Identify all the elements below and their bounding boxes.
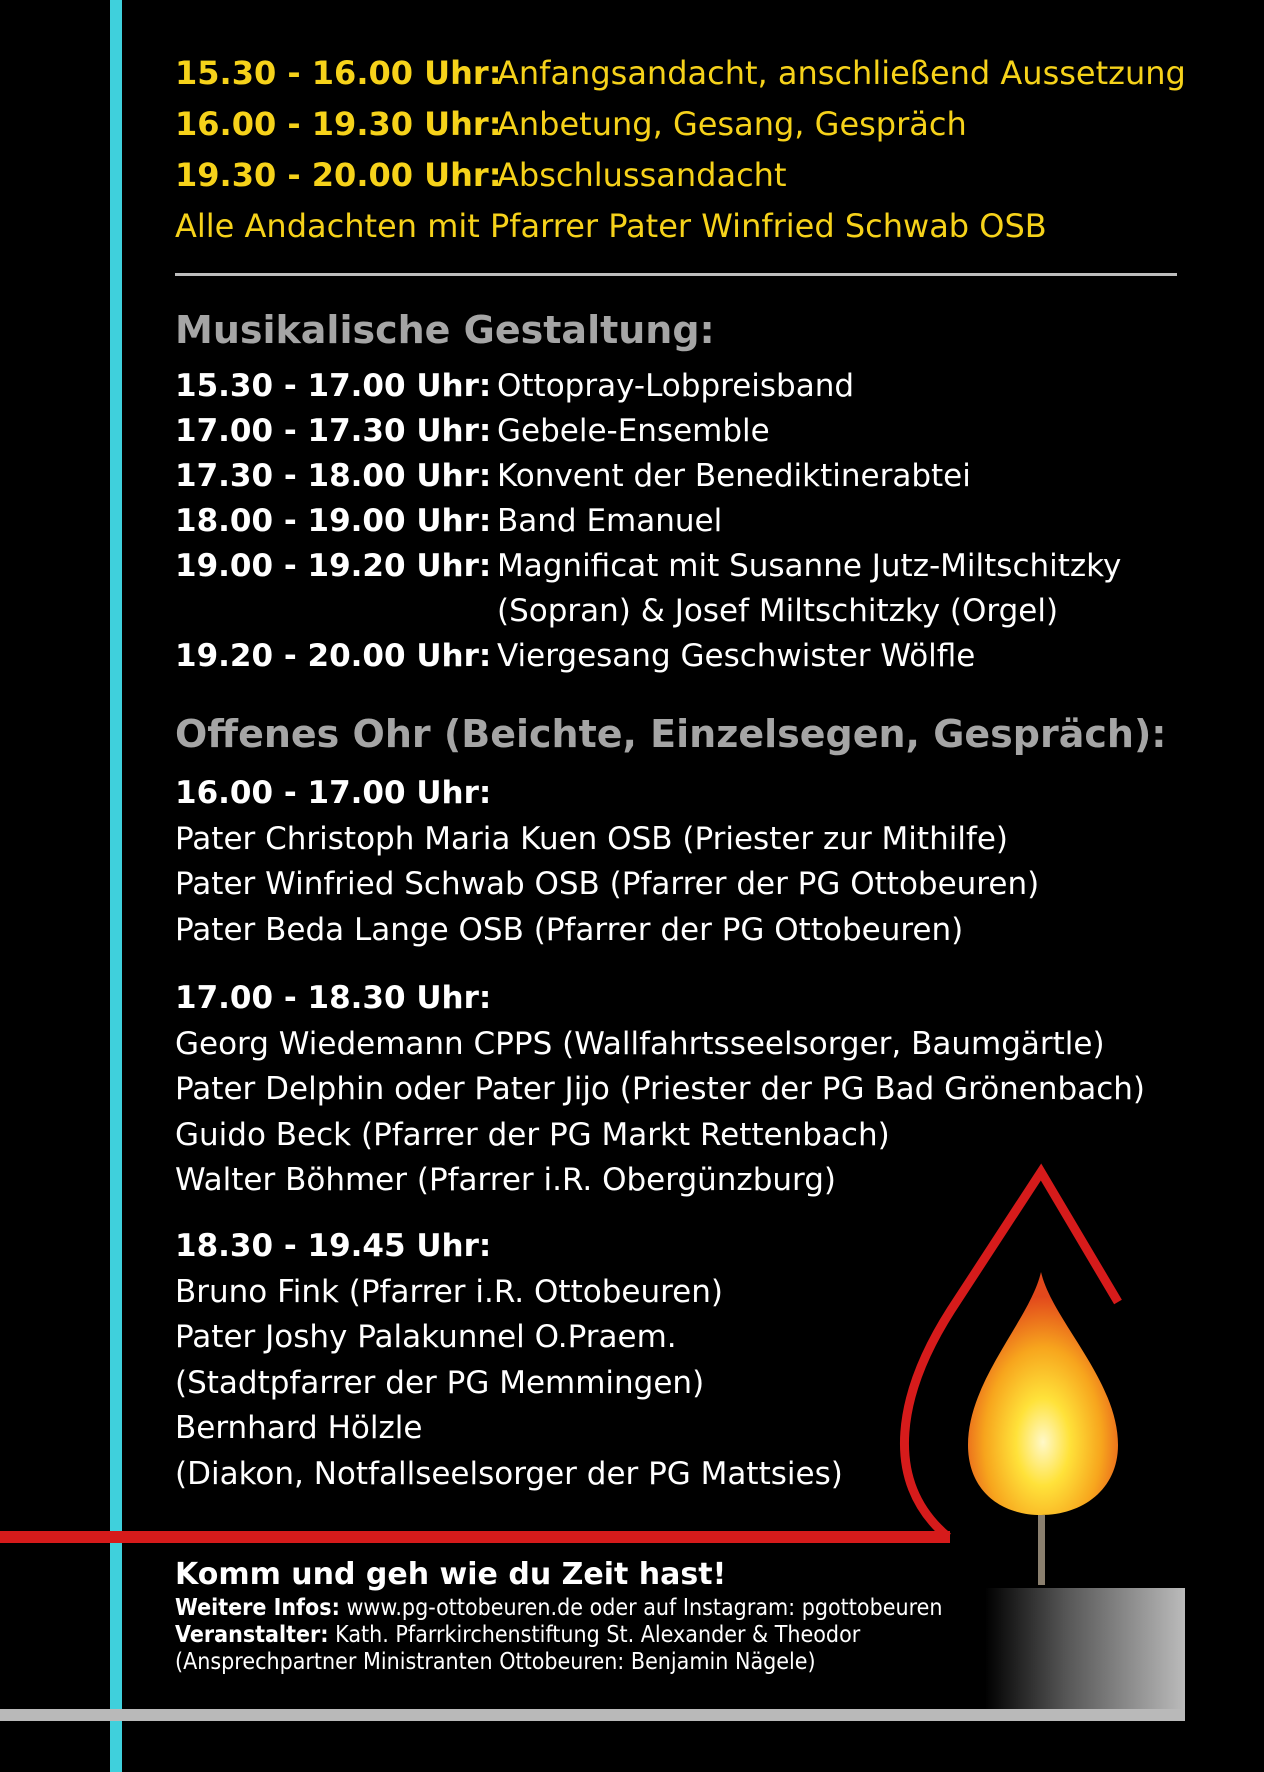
person-line: Bruno Fink (Pfarrer i.R. Ottobeuren) bbox=[175, 1273, 723, 1310]
schedule-row bbox=[175, 150, 1186, 201]
schedule-desc: Abschlussandacht bbox=[497, 156, 787, 194]
music-desc: Konvent der Benediktinerabtei bbox=[497, 458, 971, 494]
person-line: Guido Beck (Pfarrer der PG Markt Rettenbach) bbox=[175, 1116, 890, 1153]
info-text: www.pg-ottobeuren.de oder auf Instagram: pgottobeuren bbox=[339, 1595, 943, 1621]
schedule-desc: Anbetung, Gesang, Gespräch bbox=[497, 105, 967, 143]
person-line: Pater Christoph Maria Kuen OSB (Priester zur Mithilfe) bbox=[175, 820, 1009, 857]
organizer-line bbox=[175, 1622, 942, 1649]
group-time: 18.30 - 19.45 Uhr: bbox=[175, 1228, 492, 1264]
schedule-time: 19.30 - 20.00 Uhr: bbox=[175, 156, 502, 194]
main-schedule bbox=[175, 48, 1186, 252]
music-row bbox=[175, 409, 1121, 454]
person-line: (Diakon, Notfallseelsorger der PG Mattsies) bbox=[175, 1455, 843, 1492]
schedule-desc: Anfangsandacht, anschließend Aussetzung bbox=[497, 54, 1186, 92]
person-line: Walter Böhmer (Pfarrer i.R. Obergünzburg) bbox=[175, 1162, 836, 1198]
open-ear-group bbox=[175, 976, 1145, 1204]
music-row bbox=[175, 454, 1121, 499]
music-row bbox=[175, 634, 1121, 679]
music-time: 19.00 - 19.20 Uhr: bbox=[175, 548, 492, 584]
red-horizontal-line bbox=[0, 1531, 950, 1543]
music-schedule bbox=[175, 364, 1121, 679]
music-time: 15.30 - 17.00 Uhr: bbox=[175, 368, 492, 404]
contact-line: (Ansprechpartner Ministranten Ottobeuren: Benjamin Nägele) bbox=[175, 1649, 816, 1675]
divider bbox=[175, 273, 1177, 276]
music-time: 17.30 - 18.00 Uhr: bbox=[175, 458, 492, 494]
music-time: 17.00 - 17.30 Uhr: bbox=[175, 413, 492, 449]
organizer-text: Kath. Pfarrkirchenstiftung St. Alexander & Theodor bbox=[328, 1622, 861, 1648]
music-desc: Band Emanuel bbox=[497, 503, 723, 539]
person-line: Pater Delphin oder Pater Jijo (Priester der PG Bad Grönenbach) bbox=[175, 1071, 1145, 1107]
schedule-time: 15.30 - 16.00 Uhr: bbox=[175, 54, 502, 92]
person-line: (Stadtpfarrer der PG Memmingen) bbox=[175, 1364, 705, 1401]
schedule-note: Alle Andachten mit Pfarrer Pater Winfried Schwab OSB bbox=[175, 207, 1047, 245]
info-label: Weitere Infos: bbox=[175, 1595, 340, 1621]
music-desc-line: Magnificat mit Susanne Jutz-Miltschitzky bbox=[497, 548, 1122, 584]
organizer-label: Veranstalter: bbox=[175, 1622, 329, 1648]
music-time: 18.00 - 19.00 Uhr: bbox=[175, 503, 492, 539]
open-ear-group bbox=[175, 771, 1039, 953]
music-desc: Gebele-Ensemble bbox=[497, 413, 770, 449]
person-line: Bernhard Hölzle bbox=[175, 1410, 423, 1446]
gray-bottom-line bbox=[0, 1709, 1185, 1721]
music-heading: Musikalische Gestaltung: bbox=[175, 308, 715, 352]
music-desc: Viergesang Geschwister Wölfle bbox=[497, 638, 976, 674]
info-line bbox=[175, 1595, 942, 1622]
group-time: 17.00 - 18.30 Uhr: bbox=[175, 980, 492, 1016]
person-line: Pater Winfried Schwab OSB (Pfarrer der PG Ottobeuren) bbox=[175, 866, 1040, 902]
group-time: 16.00 - 17.00 Uhr: bbox=[175, 775, 492, 811]
schedule-time: 16.00 - 19.30 Uhr: bbox=[175, 105, 502, 143]
music-row bbox=[175, 544, 1121, 634]
motto: Komm und geh wie du Zeit hast! bbox=[175, 1557, 727, 1592]
person-line: Pater Beda Lange OSB (Pfarrer der PG Ottobeuren) bbox=[175, 911, 964, 948]
footer bbox=[175, 1555, 1028, 1676]
music-desc-line: (Sopran) & Josef Miltschitzky (Orgel) bbox=[497, 593, 1059, 629]
music-desc: Ottopray-Lobpreisband bbox=[497, 368, 855, 404]
open-ear-group bbox=[175, 1224, 843, 1497]
open-ear-heading: Offenes Ohr (Beichte, Einzelsegen, Gespräch): bbox=[175, 712, 1167, 756]
person-line: Pater Joshy Palakunnel O.Praem. bbox=[175, 1319, 677, 1355]
schedule-row bbox=[175, 48, 1186, 99]
music-row bbox=[175, 364, 1121, 409]
music-desc bbox=[497, 544, 1121, 634]
music-time: 19.20 - 20.00 Uhr: bbox=[175, 638, 492, 674]
music-row bbox=[175, 499, 1121, 544]
schedule-row bbox=[175, 99, 1186, 150]
person-line: Georg Wiedemann CPPS (Wallfahrtsseelsorger, Baumgärtle) bbox=[175, 1025, 1105, 1062]
